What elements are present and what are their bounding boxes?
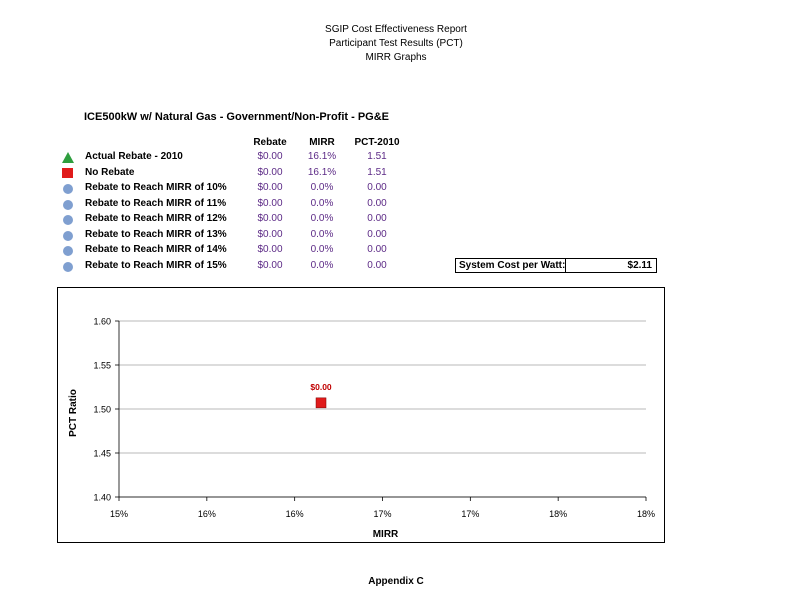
row-label: Actual Rebate - 2010 [85, 151, 183, 162]
row-mirr-value: 0.0% [310, 228, 334, 240]
y-tick-label: 1.60 [93, 316, 111, 327]
row-pct-value: 0.00 [367, 197, 387, 209]
x-tick-label: 16% [197, 509, 216, 519]
report-section: MIRR Graphs [365, 52, 427, 63]
row-pct-value: 1.51 [367, 166, 387, 178]
report-title: SGIP Cost Effectiveness Report [325, 24, 467, 35]
row-mirr-value: 0.0% [310, 244, 334, 255]
x-axis-label: MIRR [372, 529, 399, 540]
row-label: Rebate to Reach MIRR of 15% [85, 259, 227, 271]
row-rebate-value: $0.00 [257, 213, 283, 224]
row-rebate-value: $0.00 [257, 259, 283, 271]
x-tick-label: 18% [549, 509, 568, 519]
row-mirr-value: 0.0% [310, 182, 334, 193]
row-pct-value: 0.00 [367, 213, 387, 224]
y-axis-label: PCT Ratio [68, 389, 79, 437]
row-mirr-value: 16.1% [307, 151, 337, 162]
row-rebate-value: $0.00 [257, 197, 283, 209]
data-label: $0.00 [310, 381, 332, 392]
x-tick-label: 15% [109, 509, 129, 519]
row-pct-value: 1.51 [367, 151, 387, 162]
scenario-title: ICE500kW w/ Natural Gas - Government/Non-Profit - PG&E [84, 111, 389, 123]
row-mirr-value: 0.0% [310, 197, 334, 209]
row-mirr-value: 0.0% [310, 213, 334, 224]
row-mirr-value: 16.1% [307, 166, 337, 178]
row-label: Rebate to Reach MIRR of 12% [85, 213, 227, 224]
col-header-rebate: Rebate [253, 137, 287, 148]
row-rebate-value: $0.00 [257, 244, 283, 255]
y-tick-label: 1.50 [93, 404, 111, 415]
row-pct-value: 0.00 [367, 259, 387, 271]
row-label: Rebate to Reach MIRR of 10% [85, 182, 227, 193]
x-tick-label: 18% [636, 509, 656, 519]
y-tick-label: 1.40 [93, 492, 111, 503]
report-subtitle: Participant Test Results (PCT) [329, 38, 463, 49]
y-tick-label: 1.45 [93, 448, 111, 459]
row-pct-value: 0.00 [367, 244, 387, 255]
data-point [316, 398, 326, 408]
row-mirr-value: 0.0% [310, 259, 334, 271]
row-label: No Rebate [85, 166, 135, 178]
row-label: Rebate to Reach MIRR of 14% [85, 244, 227, 255]
row-rebate-value: $0.00 [257, 166, 283, 178]
appendix-label: Appendix C [368, 576, 424, 587]
col-header-pct: PCT-2010 [354, 137, 400, 148]
x-tick-label: 17% [461, 509, 480, 519]
row-rebate-value: $0.00 [257, 228, 283, 240]
x-tick-label: 16% [285, 509, 304, 519]
row-label: Rebate to Reach MIRR of 13% [85, 228, 227, 240]
col-header-mirr: MIRR [309, 137, 335, 148]
system-cost-value: $2.11 [627, 260, 652, 271]
x-tick-label: 17% [373, 509, 392, 519]
system-cost-label: System Cost per Watt: [459, 260, 566, 271]
row-label: Rebate to Reach MIRR of 11% [85, 197, 227, 209]
row-pct-value: 0.00 [367, 182, 387, 193]
row-rebate-value: $0.00 [257, 182, 283, 193]
row-rebate-value: $0.00 [257, 151, 283, 162]
y-tick-label: 1.55 [93, 360, 111, 371]
row-pct-value: 0.00 [367, 228, 387, 240]
